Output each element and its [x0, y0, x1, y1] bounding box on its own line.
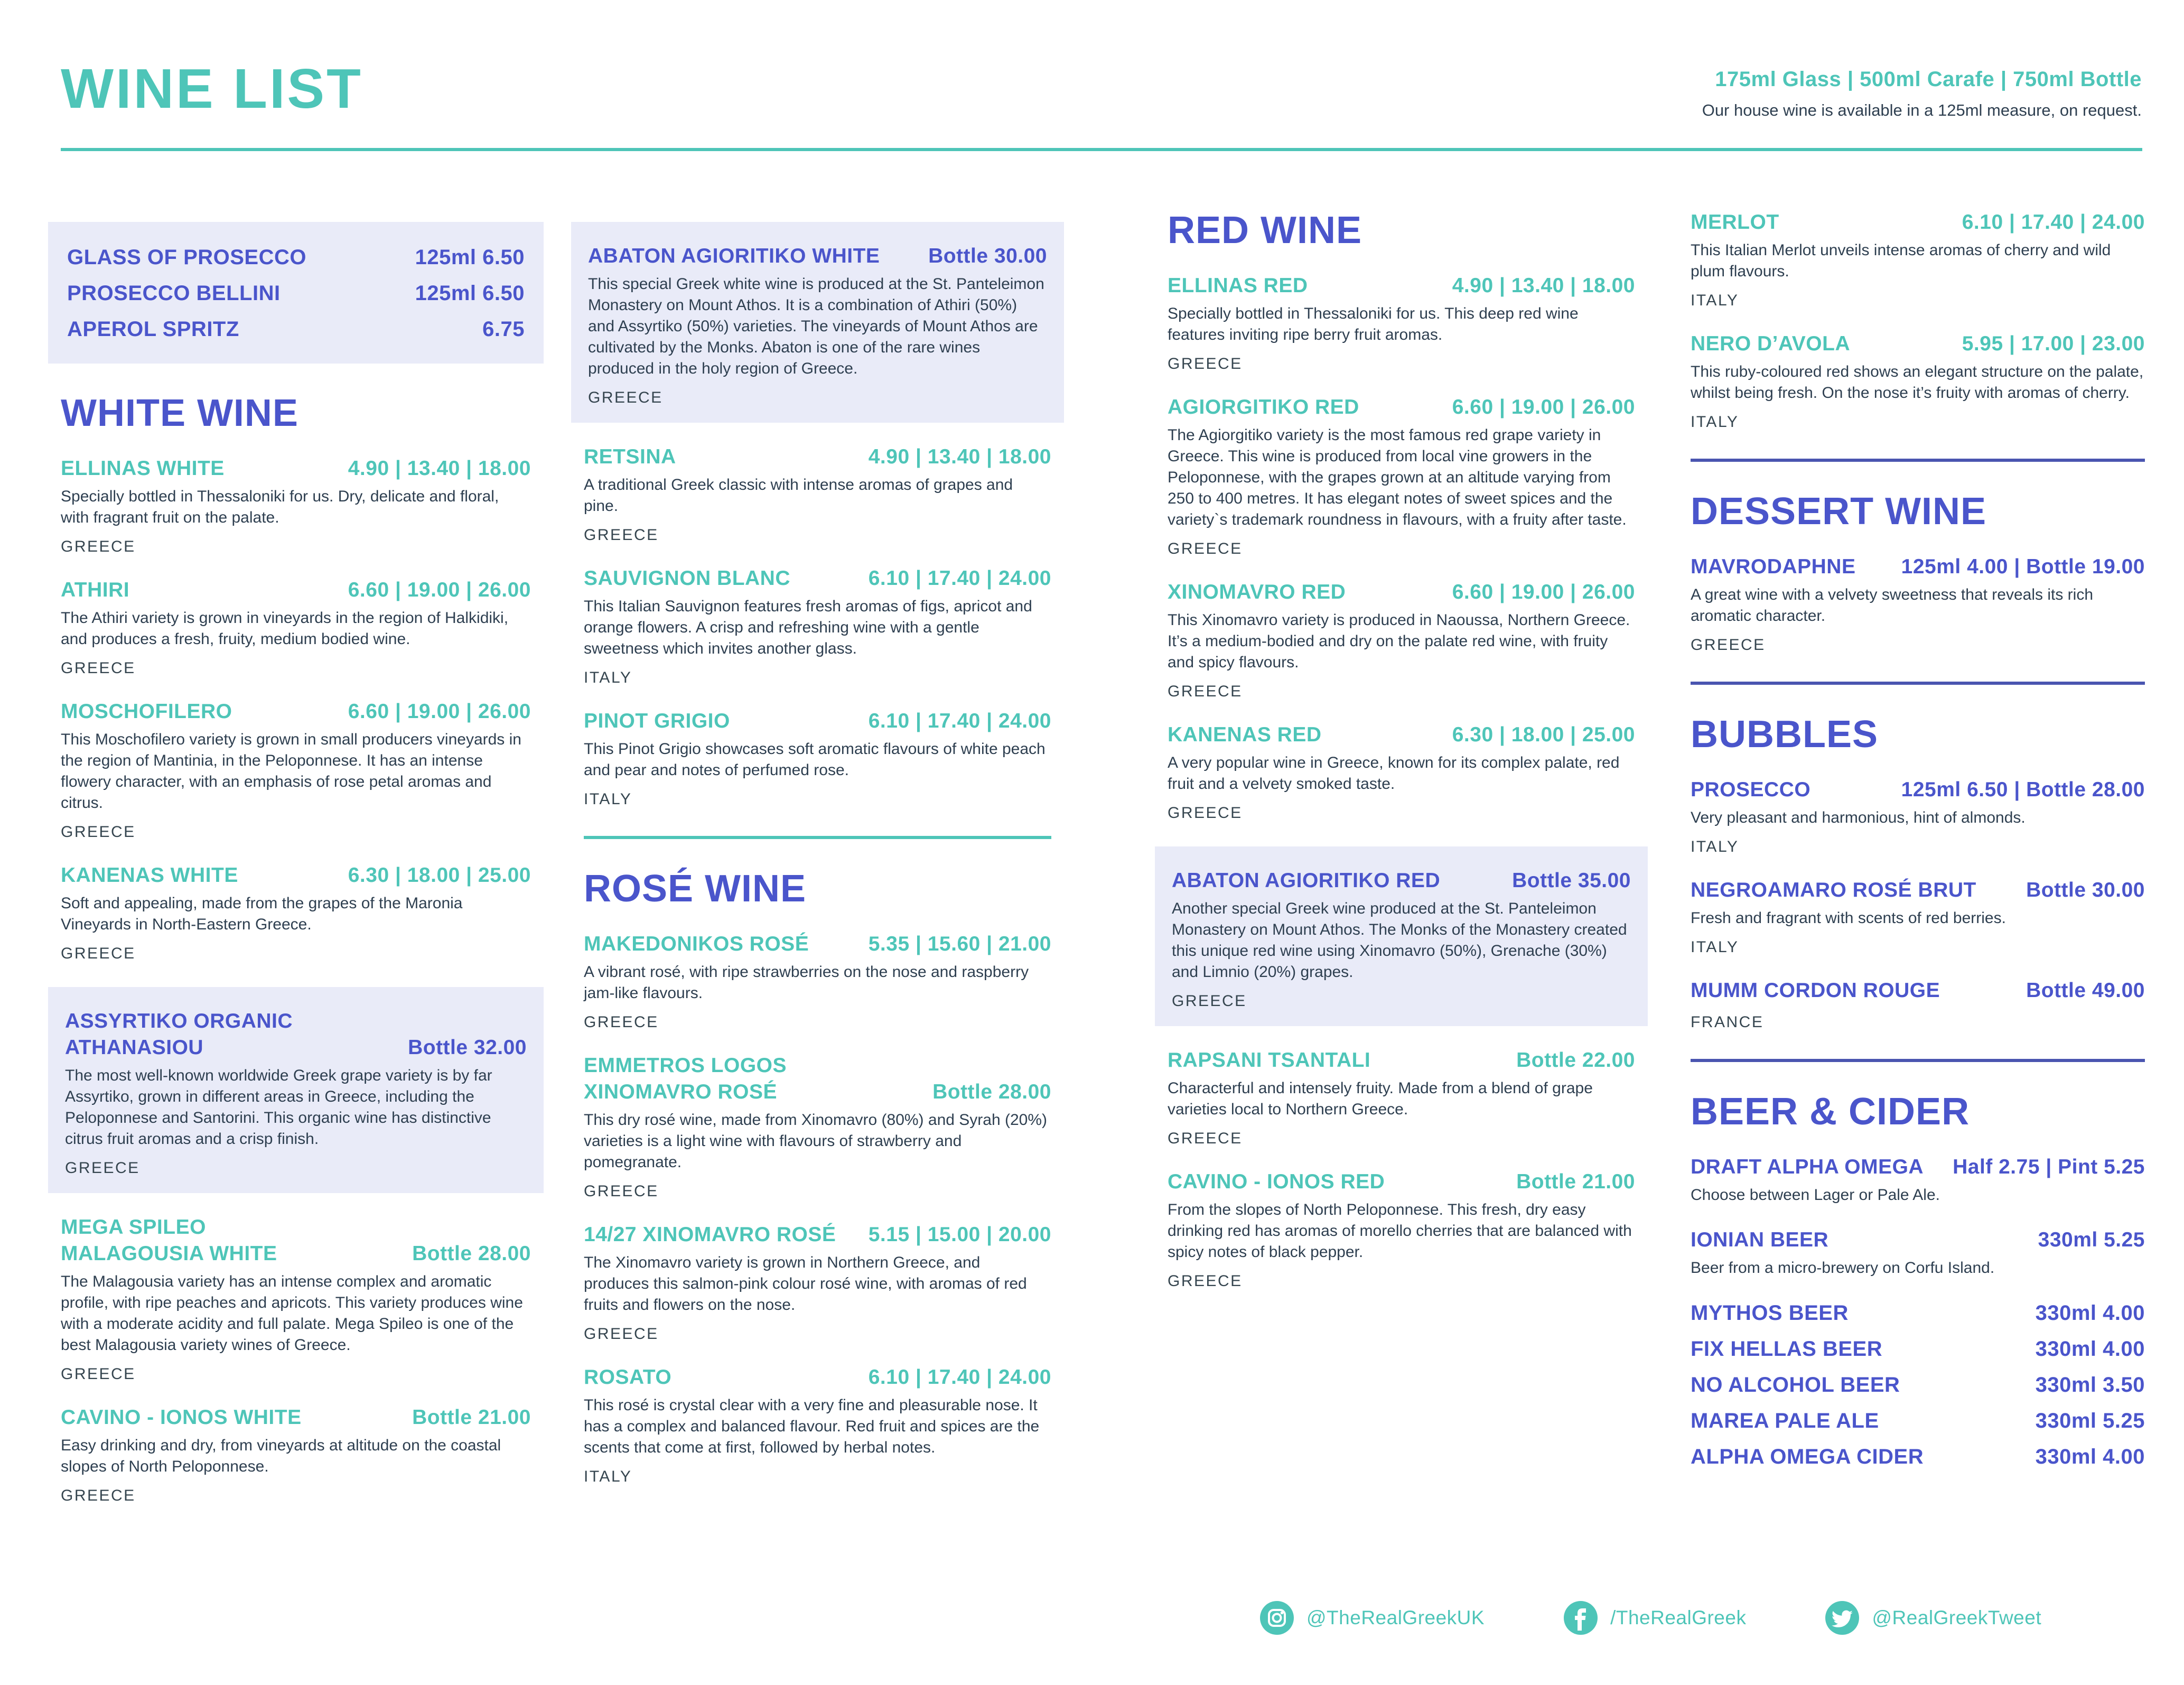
item-name-line: IONIAN BEER — [1691, 1228, 1829, 1251]
item-price: Bottle 21.00 — [1516, 1170, 1635, 1193]
item-description: A vibrant rosé, with ripe strawberries on the nose and raspberry jam-like flavours. — [584, 963, 1029, 1002]
list-item-glass-of-prosecco — [67, 244, 525, 271]
item-description: This Xinomavro variety is produced in Naoussa, Northern Greece. It’s a medium-bodied and dry on the palate red wine, with fruity and spicy flavours. — [1168, 611, 1630, 671]
item-name: PROSECCO BELLINI — [67, 282, 281, 305]
item-name-line: XINOMAVRO ROSÉ — [584, 1081, 777, 1103]
list-item-mythos-beer — [1691, 1300, 2145, 1326]
item-country: GREECE — [61, 659, 136, 677]
item-country: GREECE — [1691, 636, 1766, 654]
item-name-line: NERO D’AVOLA — [1691, 332, 1851, 355]
menu-item-mega-spileo-malagousia-white — [61, 1214, 531, 1383]
item-name-row — [1168, 1169, 1635, 1195]
item-name-line: MEGA SPILEO — [61, 1216, 206, 1239]
item-description: Another special Greek wine produced at the St. Panteleimon Monastery on Mount Athos. The Monks of the Monastery created this unique red wine using Xinomavro (50%), Grenache (30%) and Limnio (20%) grapes. — [1172, 900, 1627, 981]
item-name — [584, 708, 730, 734]
item-name — [588, 243, 880, 269]
item-name-line: ASSYRTIKO ORGANIC — [65, 1010, 293, 1032]
menu-item-kanenas-white — [61, 862, 531, 963]
item-name-row — [61, 577, 531, 603]
item-name-row — [1691, 554, 2145, 580]
section-divider — [584, 836, 1051, 839]
menu-item-makedonikos-ros — [584, 931, 1051, 1031]
item-price: 4.90 | 13.40 | 18.00 — [348, 457, 531, 480]
item-name: MYTHOS BEER — [1691, 1301, 1849, 1325]
item-name-row — [61, 699, 531, 725]
list-item-no-alcohol-beer — [1691, 1372, 2145, 1398]
item-price: 125ml 6.50 | Bottle 28.00 — [1901, 778, 2145, 801]
section-header-dessert-wine: DESSERT WINE — [1691, 490, 1987, 533]
item-price: Bottle 30.00 — [928, 245, 1047, 267]
item-name-line: MAKEDONIKOS ROSÉ — [584, 933, 809, 955]
item-name-line: MERLOT — [1691, 211, 1779, 234]
item-name-line: RAPSANI TSANTALI — [1168, 1049, 1371, 1072]
item-country: GREECE — [584, 526, 659, 544]
item-country: GREECE — [584, 1013, 659, 1031]
item-description: Characterful and intensely fruity. Made from a blend of grape varieties local to Northern Greece. — [1168, 1079, 1593, 1118]
item-description: This Italian Sauvignon features fresh aromas of figs, apricot and orange flowers. A crisp and refreshing wine with a gentle sweetness which invites another glass. — [584, 598, 1032, 657]
item-name-line: 14/27 XINOMAVRO ROSÉ — [584, 1223, 836, 1246]
item-name: APEROL SPRITZ — [67, 318, 239, 341]
item-name-line: ATHIRI — [61, 579, 130, 601]
item-name: ALPHA OMEGA CIDER — [1691, 1445, 1924, 1468]
item-name-line: KANENAS RED — [1168, 723, 1322, 746]
serving-sizes-header — [1702, 68, 2142, 120]
item-price: Bottle 32.00 — [408, 1036, 527, 1059]
item-name — [1691, 777, 1810, 803]
item-country: GREECE — [1168, 1272, 1243, 1290]
menu-item-nero-d-avola — [1691, 331, 2145, 431]
item-description: This Italian Merlot unveils intense aromas of cherry and wild plum flavours. — [1691, 241, 2111, 280]
menu-item-rapsani-tsantali — [1168, 1047, 1635, 1148]
item-name-row — [584, 1364, 1051, 1391]
item-price: 330ml 4.00 — [2035, 1301, 2145, 1325]
item-name-row — [1168, 722, 1635, 748]
menu-item-agiorgitiko-red — [1168, 394, 1635, 558]
menu-item-pinot-grigio — [584, 708, 1051, 808]
item-name-row — [584, 931, 1051, 957]
column-1 — [61, 222, 531, 1505]
item-name — [61, 1404, 302, 1431]
item-name-row — [61, 1214, 531, 1267]
item-price: 6.10 | 17.40 | 24.00 — [868, 710, 1051, 732]
item-name-line: KANENAS WHITE — [61, 864, 238, 887]
item-price: 125ml 4.00 | Bottle 19.00 — [1901, 555, 2145, 578]
item-price: 6.75 — [482, 318, 525, 341]
item-name — [584, 1364, 671, 1391]
item-name-row — [1172, 868, 1631, 894]
list-item-aperol-spritz — [67, 316, 525, 342]
header-divider-rule — [61, 148, 2142, 151]
item-name-row — [1691, 1227, 2145, 1253]
item-price: Half 2.75 | Pint 5.25 — [1953, 1156, 2145, 1178]
item-name-line: RETSINA — [584, 445, 676, 468]
section-header-ros-wine: ROSÉ WINE — [584, 868, 807, 910]
price-list — [1691, 1300, 2145, 1470]
list-item-marea-pale-ale — [1691, 1408, 2145, 1434]
item-name — [1168, 722, 1322, 748]
item-name-row — [61, 1404, 531, 1431]
item-country: GREECE — [61, 823, 136, 841]
item-description: The Agiorgitiko variety is the most famous red grape variety in Greece. This wine is produced from local vine growers in the Peloponnese, with the grapes grown at an altitude varying from 250 to 400 metres. It has elegant notes of sweet spices and the variety`s trademark roundness in flavours, with a fruity after taste. — [1168, 426, 1627, 528]
item-name: MAREA PALE ALE — [1691, 1409, 1879, 1432]
item-description: This ruby-coloured red shows an elegant structure on the palate, whilst being fresh. On the nose it’s fruity with aromas of cherry. — [1691, 363, 2144, 402]
item-name-row — [584, 1222, 1051, 1248]
list-item-alpha-omega-cider — [1691, 1444, 2145, 1470]
item-price: 330ml 4.00 — [2035, 1445, 2145, 1468]
item-country: GREECE — [1168, 540, 1243, 557]
item-price: 5.95 | 17.00 | 23.00 — [1962, 332, 2145, 355]
item-name-row — [584, 565, 1051, 592]
item-name-line: MALAGOUSIA WHITE — [61, 1242, 277, 1265]
column-3 — [1168, 209, 1635, 1290]
menu-item-mumm-cordon-rouge — [1691, 978, 2145, 1031]
item-name-row — [1691, 777, 2145, 803]
item-name — [1168, 273, 1308, 299]
item-country: GREECE — [1168, 683, 1243, 700]
item-country: GREECE — [61, 945, 136, 962]
item-country: GREECE — [584, 1325, 659, 1343]
item-description: Beer from a micro-brewery on Corfu Island. — [1691, 1259, 1995, 1277]
item-name-line: PROSECCO — [1691, 778, 1811, 801]
social-bar — [1260, 1601, 2041, 1635]
menu-item-merlot — [1691, 209, 2145, 310]
item-name-row — [1691, 331, 2145, 357]
column-2 — [584, 222, 1051, 1486]
item-price: 330ml 4.00 — [2035, 1337, 2145, 1361]
item-price: 330ml 5.25 — [2038, 1228, 2145, 1251]
item-name-row — [61, 455, 531, 482]
item-price: Bottle 22.00 — [1516, 1049, 1635, 1072]
item-country: GREECE — [65, 1159, 140, 1177]
item-name — [1168, 394, 1359, 421]
item-name — [584, 565, 790, 592]
social-item-twitter[interactable] — [1825, 1601, 2041, 1635]
menu-item-moschofilero — [61, 699, 531, 841]
item-name — [1168, 1047, 1370, 1074]
item-description: Specially bottled in Thessaloniki for us. Dry, delicate and floral, with fragrant fruit on the palate. — [61, 488, 499, 526]
item-name — [61, 577, 129, 603]
item-description: Choose between Lager or Pale Ale. — [1691, 1186, 1940, 1204]
item-description: Very pleasant and harmonious, hint of almonds. — [1691, 809, 2026, 826]
item-name — [1691, 1227, 1828, 1253]
item-name-row — [1168, 394, 1635, 421]
item-description: The Athiri variety is grown in vineyards in the region of Halkidiki, and produces a fresh, fruity, medium bodied wine. — [61, 609, 509, 648]
menu-item-emmetros-logos-xinomavro-ros — [584, 1053, 1051, 1200]
item-name-row — [1691, 1154, 2145, 1180]
twitter-handle[interactable]: @RealGreekTweet — [1872, 1607, 2042, 1628]
item-name-line: MOSCHOFILERO — [61, 700, 232, 723]
item-price: 125ml 6.50 — [415, 282, 525, 305]
page-title: WINE LIST — [61, 58, 363, 120]
item-price: Bottle 30.00 — [2026, 879, 2145, 901]
item-name — [1691, 1154, 1924, 1180]
item-description: This Moschofilero variety is grown in small producers vineyards in the region of Mantinia, in the Peloponnese. It has an intense flowery character, with an emphasis of rose petal aromas and citrus. — [61, 731, 521, 812]
item-name-line: ROSATO — [584, 1366, 672, 1389]
item-price: 6.60 | 19.00 | 26.00 — [1452, 396, 1635, 418]
item-country: FRANCE — [1691, 1013, 1764, 1031]
item-description: This Pinot Grigio showcases soft aromatic flavours of white peach and pear and notes of perfumed rose. — [584, 740, 1046, 779]
item-description: From the slopes of North Peloponnese. This fresh, dry easy drinking red has aromas of morello cherries that are balanced with spicy notes of black pepper. — [1168, 1201, 1632, 1261]
item-country: ITALY — [1691, 838, 1739, 855]
facebook-icon — [1564, 1601, 1598, 1635]
item-name — [61, 862, 238, 889]
menu-item-assyrtiko-organic-athanasiou — [48, 987, 544, 1193]
item-name: NO ALCOHOL BEER — [1691, 1373, 1900, 1397]
item-price: 5.35 | 15.60 | 21.00 — [868, 933, 1051, 955]
item-price: 330ml 5.25 — [2035, 1409, 2145, 1432]
item-name-row — [584, 1053, 1051, 1105]
item-name-row — [65, 1008, 527, 1061]
menu-item-ellinas-red — [1168, 273, 1635, 373]
item-name-row — [1691, 209, 2145, 236]
section-divider — [1691, 682, 2145, 685]
item-name-line: ATHANASIOU — [65, 1036, 204, 1059]
menu-item-draft-alpha-omega — [1691, 1154, 2145, 1206]
item-price: 4.90 | 13.40 | 18.00 — [868, 445, 1051, 468]
item-name — [65, 1008, 293, 1061]
twitter-icon — [1825, 1601, 1859, 1635]
item-country: GREECE — [584, 1183, 659, 1200]
item-name-line: PINOT GRIGIO — [584, 710, 730, 732]
item-price: 6.10 | 17.40 | 24.00 — [868, 1366, 1051, 1389]
section-header-red-wine: RED WINE — [1168, 209, 1362, 252]
menu-item-abaton-agioritiko-white — [571, 222, 1064, 423]
item-description: Fresh and fragrant with scents of red berries. — [1691, 909, 2006, 927]
instagram-icon — [1260, 1601, 1294, 1635]
serving-sizes-note: 175ml Glass | 500ml Carafe | 750ml Bottle — [1715, 68, 2142, 91]
item-description: Easy drinking and dry, from vineyards at altitude on the coastal slopes of North Peloponnese. — [61, 1437, 501, 1475]
item-country: ITALY — [584, 669, 632, 686]
menu-item-mavrodaphne — [1691, 554, 2145, 654]
menu-item-ionian-beer — [1691, 1227, 2145, 1279]
facebook-handle[interactable]: /TheRealGreek — [1610, 1607, 1747, 1628]
item-country: GREECE — [61, 1365, 136, 1383]
item-name-row — [1691, 877, 2145, 904]
item-name — [1168, 1169, 1385, 1195]
list-item-fix-hellas-beer — [1691, 1336, 2145, 1362]
item-description: Soft and appealing, made from the grapes of the Maronia Vineyards in North-Eastern Greece. — [61, 895, 463, 933]
item-country: GREECE — [61, 1487, 136, 1504]
item-price: 6.10 | 17.40 | 24.00 — [868, 567, 1051, 590]
item-name — [61, 455, 225, 482]
item-name — [1691, 978, 1940, 1004]
item-name-line: MUMM CORDON ROUGE — [1691, 979, 1940, 1002]
item-price: 6.30 | 18.00 | 25.00 — [1452, 723, 1635, 746]
item-price: 125ml 6.50 — [415, 246, 525, 269]
section-divider — [1691, 1059, 2145, 1062]
item-price: 5.15 | 15.00 | 20.00 — [868, 1223, 1051, 1246]
menu-item-retsina — [584, 444, 1051, 544]
item-country: ITALY — [584, 790, 632, 808]
item-country: GREECE — [1168, 1130, 1243, 1147]
section-header-white-wine: WHITE WINE — [61, 392, 298, 434]
item-name-line: ELLINAS WHITE — [61, 457, 225, 480]
section-header-bubbles: BUBBLES — [1691, 713, 1879, 756]
menu-item-14-27-xinomavro-ros — [584, 1222, 1051, 1343]
item-description: Specially bottled in Thessaloniki for us. This deep red wine features inviting ripe berry fruit aromas. — [1168, 305, 1579, 343]
item-name-line: NEGROAMARO ROSÉ BRUT — [1691, 879, 1976, 901]
menu-item-athiri — [61, 577, 531, 677]
item-name-line: CAVINO - IONOS RED — [1168, 1170, 1385, 1193]
item-country: ITALY — [1691, 292, 1739, 309]
item-name — [584, 1222, 836, 1248]
item-name-line: XINOMAVRO RED — [1168, 581, 1346, 603]
item-name — [1691, 331, 1850, 357]
item-description: A great wine with a velvety sweetness that reveals its rich aromatic character. — [1691, 586, 2094, 625]
item-name-line: ELLINAS RED — [1168, 274, 1308, 297]
item-country: GREECE — [1172, 992, 1247, 1010]
item-country: GREECE — [1168, 355, 1243, 373]
item-description: The Malagousia variety has an intense complex and aromatic profile, with ripe peaches and apricots. This variety produces wine with a moderate acidity and full palate. Mega Spileo is one of the best Malagousia variety wines of Greece. — [61, 1273, 523, 1354]
item-name-line: MAVRODAPHNE — [1691, 555, 1856, 578]
item-country: ITALY — [584, 1468, 632, 1485]
item-description: The most well-known worldwide Greek grape variety is by far Assyrtiko, grown in different areas in Greece, including the Peloponnese and Santorini. This organic wine has distinctive citrus fruit aromas and a crisp finish. — [65, 1067, 492, 1148]
menu-item-abaton-agioritiko-red — [1155, 846, 1648, 1026]
item-name-row — [1168, 579, 1635, 606]
item-price: 330ml 3.50 — [2035, 1373, 2145, 1397]
item-description: This special Greek white wine is produced at the St. Panteleimon Monastery on Mount Athos. It is a combination of Athiri (50%) and Assyrtiko (50%) varieties. The vineyards of Mount Athos are cultivated by the Monks. Abaton is one of the rare wines produced in the holy region of Greece. — [588, 275, 1044, 377]
item-name — [61, 1214, 277, 1267]
item-country: ITALY — [1691, 413, 1739, 431]
item-description: A traditional Greek classic with intense aromas of grapes and pine. — [584, 476, 1013, 515]
item-price: Bottle 49.00 — [2026, 979, 2145, 1002]
menu-item-sauvignon-blanc — [584, 565, 1051, 687]
item-country: GREECE — [588, 389, 663, 406]
item-name-line: ABATON AGIORITIKO WHITE — [588, 245, 880, 267]
item-name — [61, 699, 232, 725]
social-item-facebook[interactable] — [1564, 1601, 1746, 1635]
item-country: GREECE — [61, 538, 136, 555]
item-description: This dry rosé wine, made from Xinomavro (80%) and Syrah (20%) varieties is a light wine with flavours of strawberry and pomegranate. — [584, 1111, 1048, 1171]
item-name-row — [1168, 1047, 1635, 1074]
item-country: GREECE — [1168, 804, 1243, 822]
item-name-row — [584, 708, 1051, 734]
menu-item-xinomavro-red — [1168, 579, 1635, 701]
item-name: FIX HELLAS BEER — [1691, 1337, 1883, 1361]
item-name — [1168, 579, 1346, 606]
item-price: Bottle 21.00 — [412, 1406, 531, 1429]
item-description: A very popular wine in Greece, known for its complex palate, red fruit and a velvety smoked taste. — [1168, 754, 1620, 793]
column-4 — [1691, 209, 2145, 1470]
menu-item-negroamaro-ros-brut — [1691, 877, 2145, 956]
instagram-handle[interactable]: @TheRealGreekUK — [1306, 1607, 1485, 1628]
item-name-row — [588, 243, 1047, 269]
item-country: ITALY — [1691, 938, 1739, 956]
item-price: Bottle 28.00 — [932, 1081, 1051, 1103]
list-item-prosecco-bellini — [67, 280, 525, 306]
item-price: 6.60 | 19.00 | 26.00 — [1452, 581, 1635, 603]
social-item-instagram[interactable] — [1260, 1601, 1485, 1635]
item-name — [584, 931, 809, 957]
item-description: This rosé is crystal clear with a very fine and pleasurable nose. It has a complex and balanced flavour. Red fruit and spices are the scents that come at first, followed by herbal notes. — [584, 1397, 1040, 1456]
menu-item-kanenas-red — [1168, 722, 1635, 822]
item-name — [1691, 554, 1855, 580]
item-name-line: ABATON AGIORITIKO RED — [1172, 869, 1441, 892]
menu-item-cavino-ionos-white — [61, 1404, 531, 1505]
item-name-row — [61, 862, 531, 889]
item-price: 6.30 | 18.00 | 25.00 — [348, 864, 531, 887]
item-name-line: DRAFT ALPHA OMEGA — [1691, 1156, 1924, 1178]
item-name — [584, 1053, 787, 1105]
section-divider — [1691, 459, 2145, 462]
item-price: Bottle 28.00 — [412, 1242, 531, 1265]
item-name-line: EMMETROS LOGOS — [584, 1054, 787, 1077]
item-name-row — [584, 444, 1051, 470]
highlight-box — [48, 222, 544, 364]
item-name-line: SAUVIGNON BLANC — [584, 567, 791, 590]
item-price: Bottle 35.00 — [1512, 869, 1631, 892]
section-header-beer-cider: BEER & CIDER — [1691, 1091, 1970, 1133]
item-name-line: CAVINO - IONOS WHITE — [61, 1406, 302, 1429]
item-description: The Xinomavro variety is grown in Northern Greece, and produces this salmon-pink colour rosé wine, with aromas of red fruits and flowers on the nose. — [584, 1254, 1027, 1314]
item-name — [584, 444, 676, 470]
menu-item-rosato — [584, 1364, 1051, 1486]
item-price: 6.60 | 19.00 | 26.00 — [348, 579, 531, 601]
item-name: GLASS OF PROSECCO — [67, 246, 306, 269]
item-name — [1691, 209, 1779, 236]
item-price: 6.60 | 19.00 | 26.00 — [348, 700, 531, 723]
menu-item-cavino-ionos-red — [1168, 1169, 1635, 1290]
item-name — [1172, 868, 1440, 894]
item-name-line: AGIORGITIKO RED — [1168, 396, 1359, 418]
item-price: 6.10 | 17.40 | 24.00 — [1962, 211, 2145, 234]
house-wine-note: Our house wine is available in a 125ml measure, on request. — [1702, 101, 2142, 119]
item-price: 4.90 | 13.40 | 18.00 — [1452, 274, 1635, 297]
item-name-row — [1168, 273, 1635, 299]
menu-item-ellinas-white — [61, 455, 531, 556]
item-name — [1691, 877, 1976, 904]
item-name-row — [1691, 978, 2145, 1004]
menu-item-prosecco — [1691, 777, 2145, 856]
